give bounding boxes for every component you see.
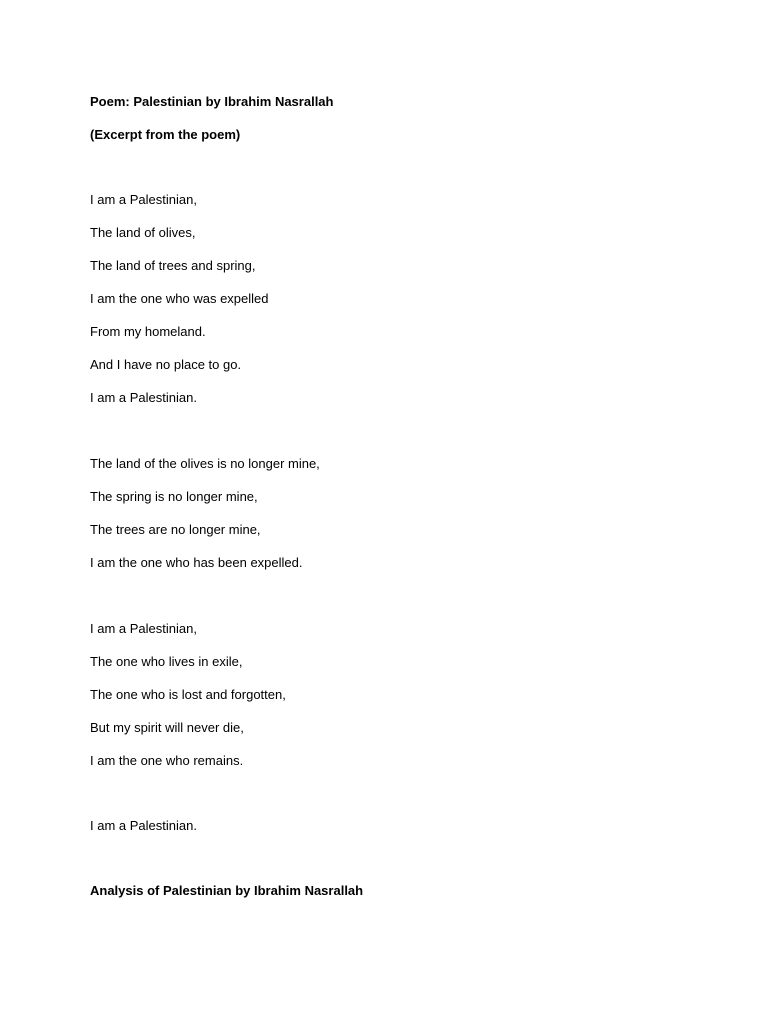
poem-line: And I have no place to go. <box>90 357 242 372</box>
poem-line: I am a Palestinian, <box>90 621 197 636</box>
poem-line: The one who lives in exile, <box>90 654 243 669</box>
poem-line: The land of olives, <box>90 225 196 240</box>
poem-line: The one who is lost and forgotten, <box>90 687 286 702</box>
poem-line: The trees are no longer mine, <box>90 522 261 537</box>
poem-line: The land of trees and spring, <box>90 258 256 273</box>
poem-subtitle: (Excerpt from the poem) <box>90 127 241 142</box>
poem-line: I am a Palestinian. <box>90 390 197 405</box>
poem-line: The land of the olives is no longer mine, <box>90 456 320 471</box>
poem-line: I am the one who was expelled <box>90 291 269 306</box>
poem-line: I am the one who remains. <box>90 753 244 768</box>
poem-closing-line: I am a Palestinian. <box>90 818 197 833</box>
analysis-heading: Analysis of Palestinian by Ibrahim Nasrallah <box>90 883 364 898</box>
poem-title: Poem: Palestinian by Ibrahim Nasrallah <box>90 94 334 109</box>
poem-line: I am a Palestinian, <box>90 192 197 207</box>
poem-line: I am the one who has been expelled. <box>90 555 303 570</box>
poem-line: The spring is no longer mine, <box>90 489 258 504</box>
poem-line: From my homeland. <box>90 324 206 339</box>
poem-line: But my spirit will never die, <box>90 720 244 735</box>
